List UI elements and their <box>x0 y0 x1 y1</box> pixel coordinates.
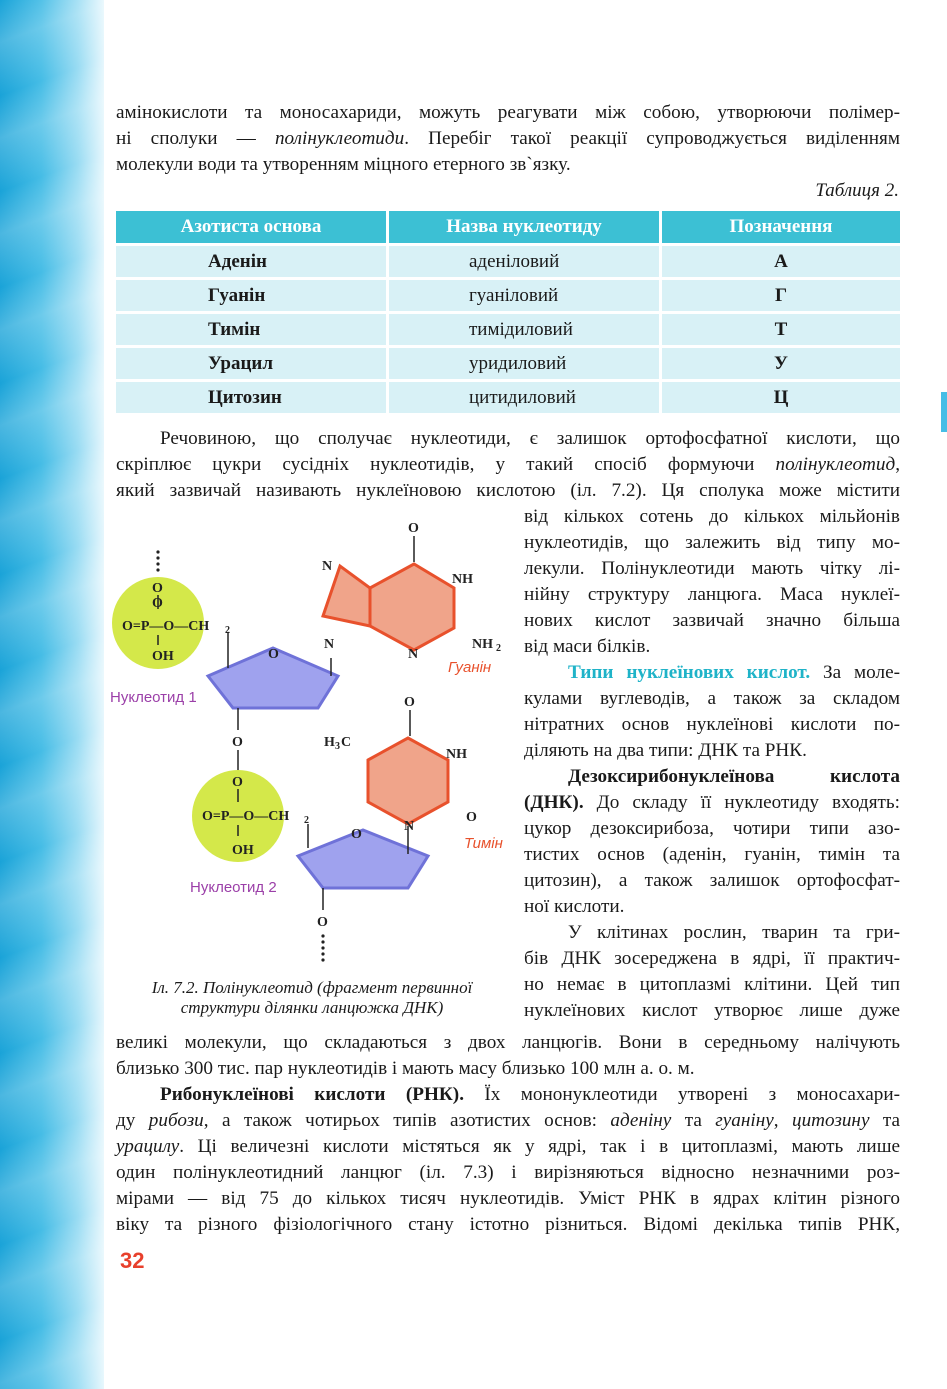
side-band-streaks <box>0 0 104 1389</box>
svg-text:NH: NH <box>452 572 473 587</box>
chain-dots-top <box>156 550 159 571</box>
table-cell: Ц <box>662 382 900 413</box>
text-line: Типи нуклеїнових кислот. За моле- <box>568 662 900 683</box>
text-line: нуклеїнових кислот утворює лише дуже <box>524 1000 900 1021</box>
table-cell: Т <box>662 314 900 345</box>
column-header: Азотиста основа <box>116 211 389 243</box>
guanine-label: Гуанін <box>448 659 492 676</box>
svg-text:NH: NH <box>446 747 467 762</box>
chain-dots-bottom <box>321 934 324 961</box>
figure-caption-line: Іл. 7.2. Полінуклеотид (фрагмент первинної <box>151 978 473 997</box>
polynucleotide-diagram <box>108 508 518 968</box>
text-line: бів ДНК зосереджена в ядрі, її практич- <box>524 948 900 969</box>
svg-text:2: 2 <box>304 815 309 826</box>
svg-text:O: O <box>232 775 243 790</box>
svg-text:3: 3 <box>335 741 340 752</box>
table-cell: аденіловий <box>389 246 662 277</box>
text-line: цитозин), а також залишок ортофосфат- <box>524 870 900 891</box>
text-line: який зазвичай називають нуклеїновою кислотою (іл. 7.2). Ця сполука може містити <box>116 480 900 501</box>
text-line: нуклеотидів, що залежить від типу мо- <box>524 532 900 553</box>
svg-text:O: O <box>268 647 279 662</box>
svg-text:O=P—O—CH: O=P—O—CH <box>202 809 290 824</box>
svg-text:N: N <box>404 819 415 834</box>
svg-text:O: O <box>408 521 419 536</box>
paragraph-continuation <box>116 1030 900 1238</box>
svg-text:C: C <box>341 735 352 750</box>
text-line: амінокислоти та моносахариди, можуть реагувати між собою, утворюючи полімер- <box>116 102 900 123</box>
svg-text:O: O <box>152 596 163 611</box>
nucleotide-table <box>116 208 900 416</box>
text-line: Рибонуклеїнові кислоти (РНК). Їх мононуклеотиди утворені з моносахари- <box>160 1084 900 1105</box>
table-caption: Таблиця 2. <box>815 180 899 201</box>
svg-text:O: O <box>317 915 328 930</box>
table-cell: уридиловий <box>389 348 662 379</box>
table-cell: Цитозин <box>116 382 389 413</box>
svg-text:H: H <box>324 735 335 750</box>
text-line: нійну структуру ланцюга. Маса нуклеї- <box>524 584 900 605</box>
text-line: мірами — від 75 до кількох тисяч нуклеотидів. Уміст РНК в ядрах клітин різного <box>116 1188 900 1209</box>
nucleotide-1-label: Нуклеотид 1 <box>110 689 197 706</box>
table-cell: цитидиловий <box>389 382 662 413</box>
svg-text:O=P—O—CH: O=P—O—CH <box>122 619 210 634</box>
text-line: діляють на два типи: ДНК та РНК. <box>524 740 807 761</box>
table-row <box>116 348 900 379</box>
column-header: Позначення <box>662 211 900 243</box>
text-line: (ДНК). До складу її нуклеотиду входять: <box>524 792 900 813</box>
text-line: від кількох сотень до кількох мільйонів <box>524 506 900 527</box>
svg-text:NH: NH <box>472 637 493 652</box>
table-row <box>116 246 900 277</box>
text-line: один полінуклеотидний ланцюг (іл. 7.3) і вирізняються відносно незначними роз- <box>116 1162 900 1183</box>
guanine-base <box>322 521 501 662</box>
table-cell: гуаніловий <box>389 280 662 311</box>
text-line: ду рибози, а також чотирьох типів азотистих основ: аденіну та гуаніну, цитозину та <box>116 1110 901 1131</box>
svg-text:N: N <box>408 647 419 662</box>
svg-text:O: O <box>466 810 477 825</box>
thymine-base <box>324 695 477 834</box>
figure-caption-line: структури ділянки ланцюжка ДНК) <box>180 998 444 1017</box>
table-cell: Урацил <box>116 348 389 379</box>
text-line: цукор дезоксирибоза, чотири типи азо- <box>524 818 900 839</box>
text-line: великі молекули, що складаються з двох ланцюгів. Вони в середньому налічують <box>116 1032 900 1053</box>
text-line: урацилу. Ці величезні кислоти містяться як у ядрі, так і в цитоплазмі, мають лише <box>116 1136 900 1157</box>
table-cell: Г <box>662 280 900 311</box>
text-line: віку та різного фізіологічного стану істотно різниться. Відомі декілька типів РНК, <box>116 1214 900 1235</box>
svg-text:O: O <box>152 581 163 596</box>
table-cell: Тимін <box>116 314 389 345</box>
table-cell: У <box>662 348 900 379</box>
table-cell: тимідиловий <box>389 314 662 345</box>
column-header: Назва нуклеотиду <box>389 211 662 243</box>
text-line: нових кислот зазвичай значно більша <box>524 610 900 631</box>
table-row <box>116 382 900 413</box>
text-line: ної кислоти. <box>524 896 625 917</box>
nucleotide-2-label: Нуклеотид 2 <box>190 879 277 896</box>
table-row <box>116 280 900 311</box>
text-line: лекули. Полінуклеотиди мають чітку лі- <box>524 558 900 579</box>
right-edge-tab <box>941 392 947 432</box>
section-heading: Типи нуклеїнових кислот. <box>568 662 811 683</box>
text-line: нітратних основ нуклеїнові кислоти по- <box>524 714 900 735</box>
svg-text:O: O <box>232 735 243 750</box>
svg-text:2: 2 <box>225 625 230 636</box>
svg-text:O: O <box>351 827 362 842</box>
paragraph-intro <box>116 100 900 178</box>
text-line: Речовиною, що сполучає нуклеотиди, є залишок ортофосфатної кислоти, що <box>160 428 900 449</box>
text-line: кулами вуглеводів, а також за складом <box>524 688 900 709</box>
figure-caption <box>116 978 508 1018</box>
text-line: но немає в цитоплазмі клітини. Цей тип <box>524 974 900 995</box>
thymine-label: Тимін <box>464 835 503 852</box>
text-line: Дезоксирибонуклеїнова кислота <box>568 766 900 787</box>
svg-text:2: 2 <box>496 643 501 654</box>
page-number: 32 <box>120 1248 145 1273</box>
paragraph-linking <box>116 426 900 504</box>
svg-text:O: O <box>404 695 415 710</box>
svg-text:N: N <box>322 559 333 574</box>
text-line: молекули води та утворенням міцного етерного зв`язку. <box>116 154 571 175</box>
right-column-text <box>524 504 900 1024</box>
table-cell: Гуанін <box>116 280 389 311</box>
svg-text:OH: OH <box>152 649 174 664</box>
table-cell: А <box>662 246 900 277</box>
table-header-row <box>116 211 900 243</box>
text-line: скріплює цукри сусідніх нуклеотидів, у такий спосіб формуючи полінуклеотид, <box>116 454 900 475</box>
text-line: тистих основ (аденін, гуанін, тимін та <box>524 844 900 865</box>
svg-text:OH: OH <box>232 843 254 858</box>
text-line: від маси білків. <box>524 636 651 657</box>
text-line: близько 300 тис. пар нуклеотидів і мають масу близько 100 млн а. о. м. <box>116 1058 695 1079</box>
table-row <box>116 314 900 345</box>
table-cell: Аденін <box>116 246 389 277</box>
text-line: У клітинах рослин, тварин та гри- <box>568 922 900 943</box>
text-line: ні сполуки — полінуклеотиди. Перебіг такої реакції супроводжується виділенням <box>116 128 901 149</box>
svg-text:N: N <box>324 637 335 652</box>
